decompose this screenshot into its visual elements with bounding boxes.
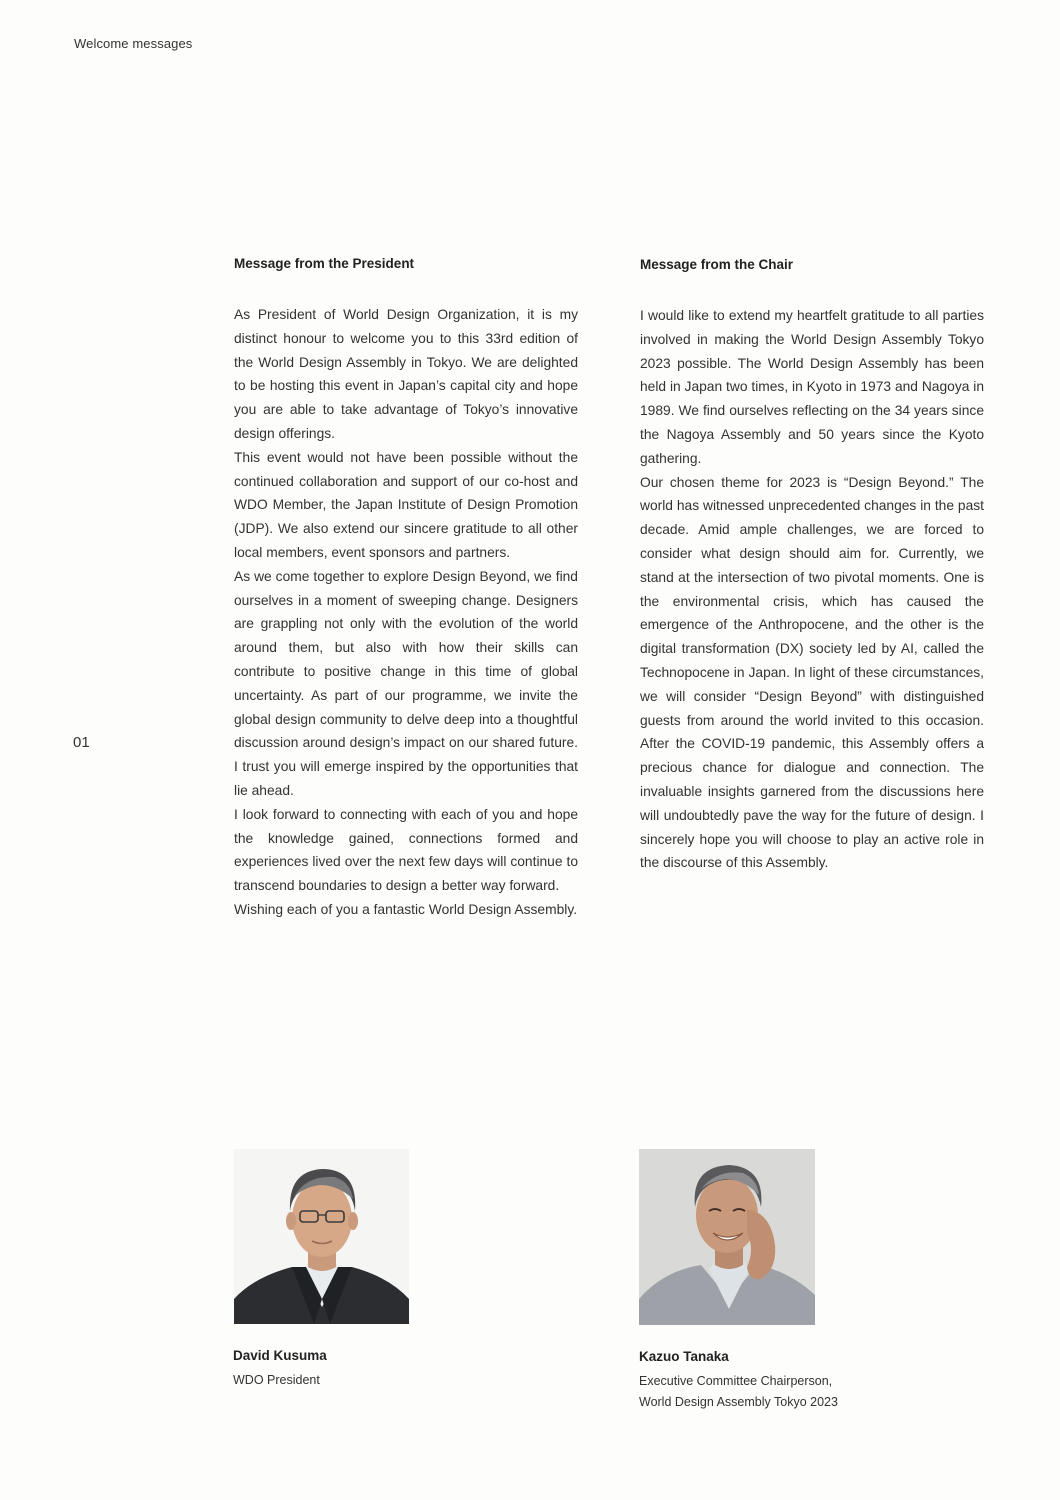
president-message (234, 256, 578, 922)
president-paragraph: Wishing each of you a fantastic World Design Assembly. (234, 901, 578, 917)
president-message-body (234, 303, 578, 922)
chair-title-line2: World Design Assembly Tokyo 2023 (639, 1395, 838, 1409)
page-number: 01 (73, 734, 90, 751)
president-paragraph: I look forward to connecting with each of you and hope the knowledge gained, connections formed and experiences lived over the next few days will continue to transcend boundaries to design a better way forward. (234, 806, 578, 894)
chair-caption (639, 1349, 838, 1413)
president-paragraph: As President of World Design Organization, it is my distinct honour to welcome you to this 33rd edition of the World Design Assembly in Tokyo. We are delighted to be hosting this event in Japan’s capital city and hope you are able to take advantage of Tokyo’s innovative design offerings. (234, 307, 578, 441)
president-paragraph: As we come together to explore Design Beyond, we find ourselves in a moment of sweeping change. Designers are grappling not only with the evolution of the world around them, but also with how their skills can contribute to positive change in this time of global uncertainty. As part of our programme, we invite the global design community to delve deep into a thoughtful discussion around design’s impact on our shared future. I trust you will emerge inspired by the opportunities that lie ahead. (234, 568, 578, 798)
chair-portrait (639, 1149, 815, 1325)
president-portrait (234, 1149, 409, 1324)
chair-paragraph: Our chosen theme for 2023 is “Design Beyond.” The world has witnessed unprecedented changes in the past decade. Amid ample challenges, we are forced to consider what design should aim for. Currently, we stand at the intersection of two pivotal moments. One is the environmental crisis, which has caused the emergence of the Anthropocene, and the other is the digital transformation (DX) society led by AI, called the Technopocene in Japan. In light of these circumstances, we will consider “Design Beyond” with distinguished guests from around the world invited to this occasion. After the COVID-19 pandemic, this Assembly offers a precious chance for dialogue and connection. The invaluable insights garnered from the discussions here will undoubtedly pave the way for the future of design. I sincerely hope you will choose to play an active role in the discourse of this Assembly. (640, 474, 984, 871)
chair-message-heading: Message from the Chair (640, 257, 794, 272)
chair-message (640, 257, 984, 875)
president-caption (233, 1348, 327, 1391)
chair-name: Kazuo Tanaka (639, 1349, 729, 1364)
president-title: WDO President (233, 1373, 320, 1387)
chair-message-body (640, 304, 984, 875)
president-paragraph: This event would not have been possible without the continued collaboration and support of our co-host and WDO Member, the Japan Institute of Design Promotion (JDP). We also extend our sincere gratitude to all other local members, event sponsors and partners. (234, 449, 578, 560)
president-name: David Kusuma (233, 1348, 327, 1363)
president-message-heading: Message from the President (234, 256, 415, 271)
chair-title-line1: Executive Committee Chairperson, (639, 1374, 833, 1388)
chair-paragraph: I would like to extend my heartfelt gratitude to all parties involved in making the World Design Assembly Tokyo 2023 possible. The World Design Assembly has been held in Japan two times, in Kyoto in 1973 and Nagoya in 1989. We find ourselves reflecting on the 34 years since the Nagoya Assembly and 50 years since the Kyoto gathering. (640, 308, 984, 466)
section-label: Welcome messages (74, 36, 193, 51)
